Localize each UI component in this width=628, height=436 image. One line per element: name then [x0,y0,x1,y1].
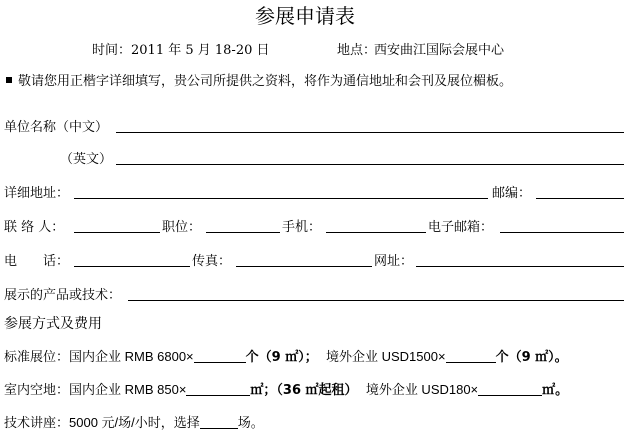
space-domestic-qty-field[interactable] [186,382,250,396]
email-field[interactable] [500,232,624,233]
standard-foreign-price: 境外企业 USD1500× [325,349,446,364]
space-foreign-price: 境外企业 USD180× [365,382,479,397]
lecture-row [4,415,264,432]
mobile-field[interactable] [326,232,426,233]
unit-name-en-field[interactable] [116,164,624,165]
position-field[interactable] [206,232,280,233]
bullet-square-icon [6,77,12,83]
lecture-unit: 场。 [237,416,264,431]
email-label: 电子邮箱： [428,220,494,235]
website-field[interactable] [416,266,624,267]
unit-name-cn-label: 单位名称（中文） [4,120,109,135]
products-label: 展示的产品或技术： [4,288,122,303]
lecture-label: 技术讲座： [4,416,70,431]
page-title: 参展申请表 [255,4,355,28]
products-field[interactable] [128,300,624,301]
unit-name-cn-field[interactable] [116,132,624,133]
mobile-label: 手机： [282,220,322,235]
space-domestic-unit: ㎡；（36 ㎡起租） [250,383,358,398]
time-value: 2011 年 5 月 18-20 日 [131,43,270,58]
notice-text: 敬请您用正楷字详细填写，贵公司所提供之资料，将作为通信地址和会刊及展位楣板。 [18,74,513,89]
section-title: 参展方式及费用 [4,316,102,332]
indoor-space-row [4,382,568,399]
postcode-label: 邮编： [492,186,532,201]
notice-line [6,74,512,90]
venue-value: 西安曲江国际会展中心 [374,43,505,58]
venue-label: 地点： [337,43,377,58]
standard-booth-row [4,349,568,366]
space-foreign-qty-field[interactable] [478,382,542,396]
space-foreign-unit: ㎡。 [542,383,569,398]
unit-name-en-label: （英文） [60,152,113,167]
address-label: 详细地址： [4,186,70,201]
indoor-space-label: 室内空地： [4,383,70,398]
fax-label: 传真： [192,254,232,269]
phone-label: 电 话： [4,254,70,269]
time-label: 时间： [92,43,132,58]
standard-domestic-unit: 个（9 ㎡）； [245,350,318,365]
position-label: 职位： [162,220,202,235]
standard-domestic-price: 国内企业 RMB 6800× [69,349,194,364]
contact-label: 联 络 人： [4,220,65,235]
contact-field[interactable] [74,232,160,233]
phone-field[interactable] [74,266,190,267]
website-label: 网址： [374,254,414,269]
space-domestic-price: 国内企业 RMB 850× [69,382,187,397]
standard-booth-label: 标准展位： [4,350,70,365]
standard-domestic-qty-field[interactable] [194,349,246,363]
lecture-qty-field[interactable] [200,415,238,429]
address-field[interactable] [74,198,488,199]
postcode-field[interactable] [536,198,624,199]
lecture-text: 5000 元/场/小时，选择 [69,415,200,430]
standard-foreign-unit: 个（9 ㎡）。 [495,350,568,365]
standard-foreign-qty-field[interactable] [446,349,496,363]
fax-field[interactable] [236,266,372,267]
